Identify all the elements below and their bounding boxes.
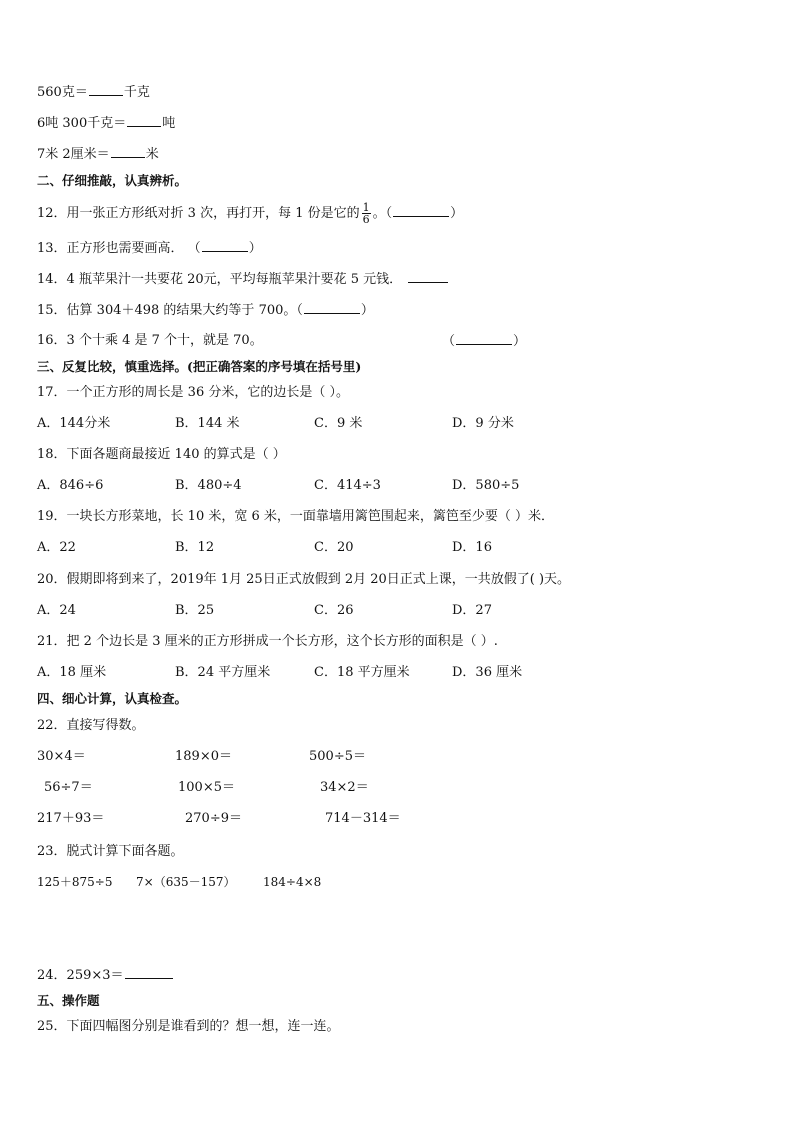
conversion-right: 吨 <box>162 116 176 131</box>
answer-blank[interactable] <box>202 239 248 252</box>
step-calc-item: 7×（635－157） <box>136 875 236 889</box>
question-20: 20．假期即将到来了，2019年 1月 25日正式放假到 2月 20日正式上课，一共放假了( )天。 <box>37 572 571 587</box>
calc-item: 500÷5＝ <box>309 749 366 764</box>
question-16 <box>37 332 263 350</box>
option-b[interactable]: B．25 <box>175 603 215 618</box>
q24-text: 24．259×3＝ <box>37 968 124 983</box>
conversion-right: 米 <box>145 147 159 162</box>
option-b[interactable]: B．12 <box>175 540 215 555</box>
answer-blank[interactable] <box>127 114 161 127</box>
option-a[interactable]: A．846÷6 <box>37 478 104 493</box>
conversion-left: 6吨 300千克＝ <box>37 116 127 131</box>
option-c[interactable]: C．20 <box>314 540 354 555</box>
calc-item: 714－314＝ <box>325 811 401 826</box>
q15-paren-close: ） <box>360 303 374 318</box>
option-d[interactable]: D．36 厘米 <box>452 665 523 680</box>
step-calc-item: 125＋875÷5 <box>37 875 113 889</box>
option-a[interactable]: A．24 <box>37 603 76 618</box>
question-12 <box>37 202 463 225</box>
calc-item: 270÷9＝ <box>185 811 242 826</box>
answer-blank[interactable] <box>125 966 173 979</box>
answer-blank[interactable] <box>408 270 448 283</box>
conversion-left: 7米 2厘米＝ <box>37 147 110 162</box>
fraction-numerator: 1 <box>362 201 370 214</box>
section-5-title: 五、操作题 <box>37 993 100 1008</box>
q16-paren-open: （ <box>442 334 456 349</box>
question-25: 25．下面四幅图分别是谁看到的？想一想，连一连。 <box>37 1019 340 1034</box>
question-13 <box>37 239 262 258</box>
answer-blank[interactable] <box>89 83 123 96</box>
option-d[interactable]: D．9 分米 <box>452 416 514 431</box>
calc-item: 30×4＝ <box>37 749 86 764</box>
option-d[interactable]: D．16 <box>452 540 492 555</box>
question-22: 22．直接写得数。 <box>37 718 145 733</box>
option-a[interactable]: A．18 厘米 <box>37 665 107 680</box>
section-2-title: 二、仔细推敲，认真辨析。 <box>37 173 188 188</box>
q12-paren-open: 。（ <box>372 206 393 221</box>
answer-blank[interactable] <box>304 301 360 314</box>
question-17: 17．一个正方形的周长是 36 分米，它的边长是（ ）。 <box>37 385 349 400</box>
calc-item: 34×2＝ <box>320 780 369 795</box>
section-4-title: 四、细心计算，认真检查。 <box>37 691 188 706</box>
conversion-line-1 <box>37 83 150 102</box>
option-c[interactable]: C．414÷3 <box>314 478 381 493</box>
option-d[interactable]: D．580÷5 <box>452 478 520 493</box>
option-b[interactable]: B．480÷4 <box>175 478 242 493</box>
option-a[interactable]: A．22 <box>37 540 76 555</box>
option-a[interactable]: A．144分米 <box>37 416 111 431</box>
calc-item: 217＋93＝ <box>37 811 105 826</box>
fraction <box>362 202 371 225</box>
q15-text: 15．估算 304＋498 的结果大约等于 700。（ <box>37 303 303 318</box>
q13-text: 13．正方形也需要画高． （ <box>37 241 201 256</box>
q13-paren-close: ） <box>248 241 262 256</box>
conversion-right: 千克 <box>123 85 150 100</box>
conversion-left: 560克＝ <box>37 85 88 100</box>
option-b[interactable]: B．144 米 <box>175 416 240 431</box>
conversion-line-3 <box>37 145 159 164</box>
option-d[interactable]: D．27 <box>452 603 492 618</box>
fraction-denominator: 6 <box>362 213 370 226</box>
question-24 <box>37 966 174 985</box>
calc-item: 189×0＝ <box>175 749 232 764</box>
option-c[interactable]: C．9 米 <box>314 416 363 431</box>
q12-paren-close: ） <box>450 206 464 221</box>
question-14 <box>37 270 449 289</box>
question-19: 19．一块长方形菜地，长 10 米，宽 6 米，一面靠墙用篱笆围起来，篱笆至少要（ ）米． <box>37 509 555 524</box>
option-c[interactable]: C．26 <box>314 603 354 618</box>
question-16-answer <box>442 332 526 351</box>
q16-text: 16．3 个十乘 4 是 7 个十，就是 70。 <box>37 333 263 348</box>
option-b[interactable]: B．24 平方厘米 <box>175 665 271 680</box>
calc-item: 56÷7＝ <box>44 780 93 795</box>
question-21: 21．把 2 个边长是 3 厘米的正方形拼成一个长方形，这个长方形的面积是（ ）. <box>37 634 498 649</box>
answer-blank[interactable] <box>456 332 512 345</box>
q16-paren-close: ） <box>513 334 527 349</box>
option-c[interactable]: C．18 平方厘米 <box>314 665 410 680</box>
conversion-line-2 <box>37 114 175 133</box>
question-23: 23．脱式计算下面各题。 <box>37 844 184 859</box>
q14-text: 14．4 瓶苹果汁一共要花 20元，平均每瓶苹果汁要花 5 元钱． <box>37 272 403 287</box>
answer-blank[interactable] <box>393 204 449 217</box>
answer-blank[interactable] <box>111 145 145 158</box>
question-18: 18．下面各题商最接近 140 的算式是（ ） <box>37 447 286 462</box>
step-calc-item: 184÷4×8 <box>263 875 322 889</box>
question-15 <box>37 301 374 320</box>
section-3-title: 三、反复比较，慎重选择。(把正确答案的序号填在括号里) <box>37 359 362 374</box>
calc-item: 100×5＝ <box>178 780 235 795</box>
q12-text: 12．用一张正方形纸对折 3 次，再打开，每 1 份是它的 <box>37 206 360 221</box>
